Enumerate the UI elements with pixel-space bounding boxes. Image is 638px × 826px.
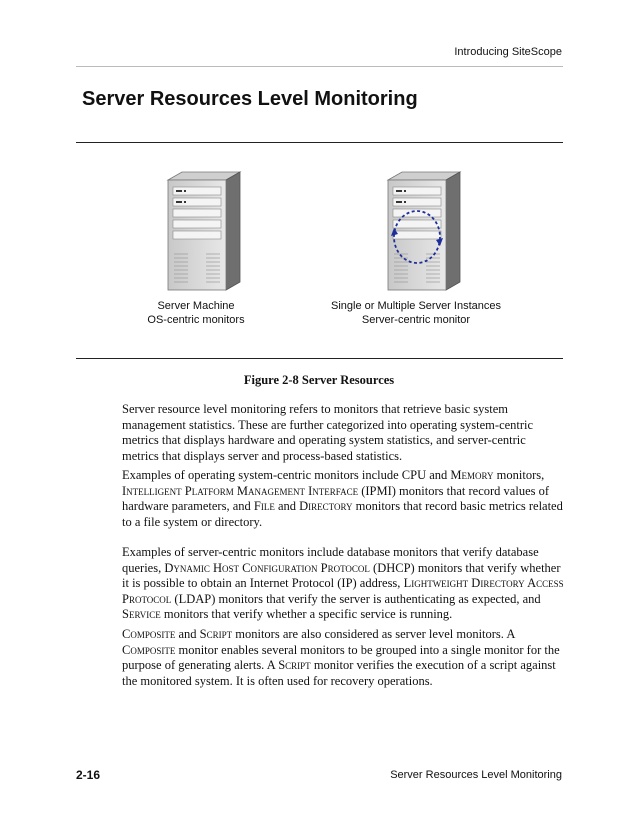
title-rule [76,142,563,143]
paragraph: Composite and Script monitors are also considered as server level monitors. A Composite monitor enables several monitors to be grouped into a single monitor for the purpose of generating alerts. A Script monitor verifies the execution of a script against the monitored system. It is often used for recovery operations. [122,627,560,688]
running-foot: Server Resources Level Monitoring [390,769,562,781]
paragraph: Examples of operating system-centric monitors include CPU and Memory monitors, Intelligent Platform Management Interface (IPMI) monitors that record values of hardware parameters, and File and Directory monitors that record basic metrics related to a file system or directory. [122,468,563,529]
server-machine-caption: Server Machine OS-centric monitors [147,300,245,326]
server-machine-icon [160,170,245,294]
header-rule [76,66,563,67]
paragraph: Server resource level monitoring refers to monitors that retrieve basic system management statistics. These are further categorized into operating system-centric metrics that displays hardware and operating system statistics, and server-centric metrics that displays server and process-based statistics. [122,402,534,463]
page-number: 2-16 [76,768,101,782]
server-instances-icon [380,170,465,294]
figure-rule [76,358,563,359]
paragraph: Examples of server-centric monitors include database monitors that verify database queries, Dynamic Host Configuration Protocol (DHCP) monitors that verify whether it is possible to obtain an Internet Protocol (IP) address, Lightweight Directory Access Protocol (LDAP) monitors that verify the server is authenticating as expected, and Service monitors that verify whether a specific service is running. [122,545,564,621]
figure-caption: Figure 2-8 Server Resources [243,373,395,387]
section-title: Server Resources Level Monitoring [82,88,418,110]
server-instances-caption: Single or Multiple Server Instances Server-centric monitor [331,300,501,326]
running-head: Introducing SiteScope [454,46,562,58]
